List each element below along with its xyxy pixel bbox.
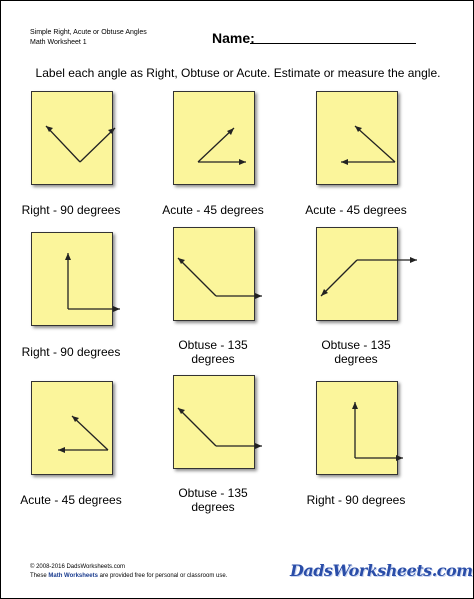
title-line-2: Math Worksheet 1 [30, 39, 87, 46]
angle-tile-5 [173, 227, 255, 321]
angle-tile-6 [316, 227, 398, 321]
footer-usage-line [30, 572, 227, 581]
angle-tile-7 [31, 381, 113, 475]
footer-prefix: These [30, 573, 47, 579]
caption-8: Obtuse - 135 degrees [178, 486, 248, 514]
angle-tile-8 [173, 375, 255, 469]
angle-figure-2 [174, 92, 254, 184]
caption-9: Right - 90 degrees [306, 493, 406, 507]
angle-figure-5 [174, 228, 254, 320]
caption-3: Acute - 45 degrees [305, 203, 407, 217]
caption-2: Acute - 45 degrees [162, 203, 264, 217]
angle-figure-1 [32, 92, 112, 184]
caption-4: Right - 90 degrees [21, 345, 121, 359]
angle-figure-7 [32, 382, 112, 474]
title-line-1: Simple Right, Acute or Obtuse Angles [30, 29, 147, 36]
angle-tile-9 [316, 381, 398, 475]
footer [30, 563, 227, 581]
caption-6: Obtuse - 135 degrees [321, 338, 391, 366]
math-worksheets-link[interactable]: Math Worksheets [48, 573, 98, 579]
caption-7: Acute - 45 degrees [20, 493, 122, 507]
angle-figure-6 [317, 228, 397, 320]
instructions: Label each angle as Right, Obtuse or Acute. Estimate or measure the angle. [35, 66, 441, 80]
worksheet-title [30, 28, 147, 48]
logo-text: DadsWorksheets.com [290, 561, 473, 580]
angle-tile-2 [173, 91, 255, 185]
name-label: Name: [212, 30, 255, 46]
caption-5: Obtuse - 135 degrees [178, 338, 248, 366]
copyright-text: © 2008-2016 DadsWorksheets.com [30, 564, 126, 570]
angle-figure-3 [317, 92, 397, 184]
footer-suffix: are provided free for personal or classroom use. [99, 573, 228, 579]
angle-tile-4 [31, 232, 113, 326]
angle-tile-3 [316, 91, 398, 185]
angle-figure-9 [317, 382, 397, 474]
name-field-line[interactable] [250, 43, 416, 44]
angle-figure-4 [32, 233, 112, 325]
angle-figure-8 [174, 376, 254, 468]
caption-1: Right - 90 degrees [21, 203, 121, 217]
dadsworksheets-logo[interactable] [290, 561, 473, 580]
angle-tile-1 [31, 91, 113, 185]
